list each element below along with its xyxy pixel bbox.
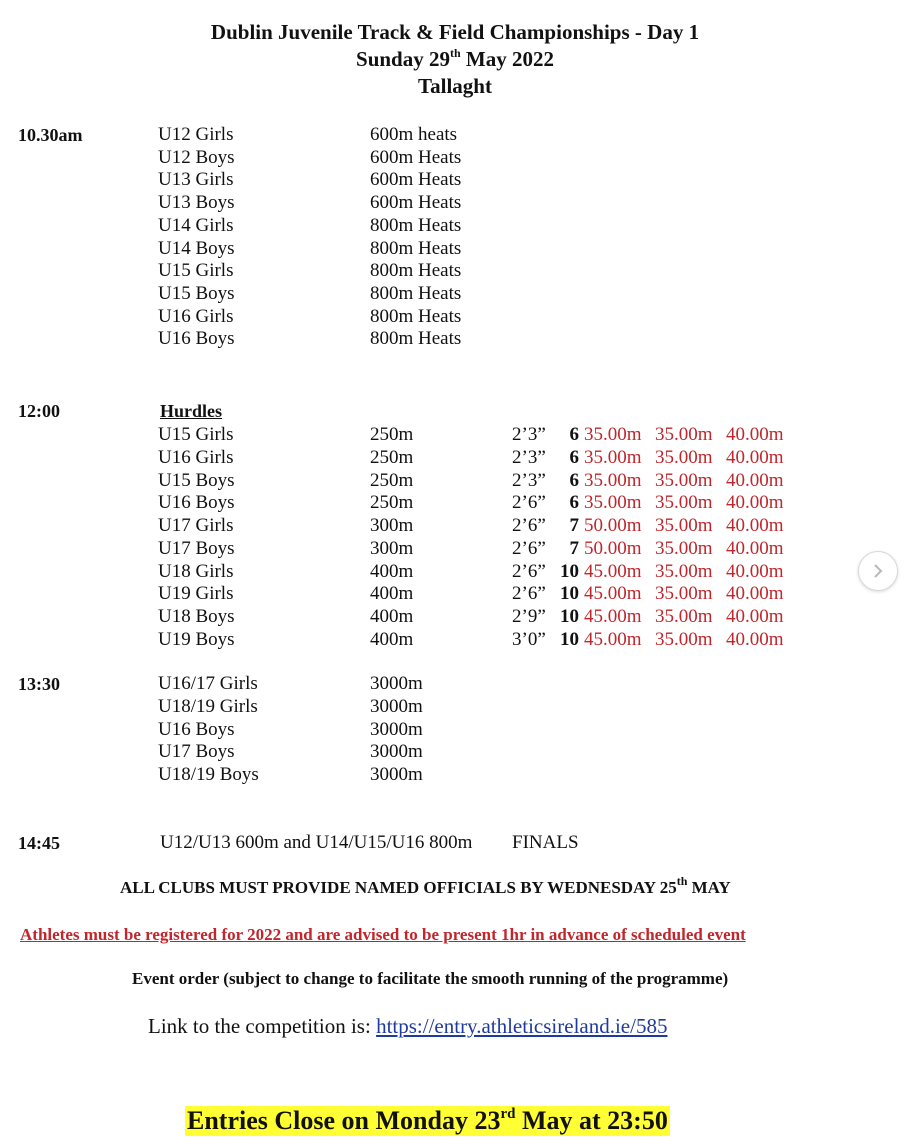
schedule-row [0, 764, 910, 787]
event-name: 800m Heats [370, 282, 462, 304]
hurdle-height: 2’6” [512, 515, 546, 536]
hurdle-count: 6 [569, 446, 579, 468]
hurdles-row [0, 515, 910, 538]
age-group: U13 Girls [158, 169, 234, 191]
event-name: 3000m [370, 764, 423, 786]
event-name: 600m Heats [370, 192, 462, 214]
last-hurdle-distance: 40.00m [726, 537, 784, 559]
officials-notice: ALL CLUBS MUST PROVIDE NAMED OFFICIALS BY WEDNESDAY 25th MAY [120, 874, 731, 897]
event-name: 3000m [370, 718, 423, 740]
last-hurdle-distance: 40.00m [726, 492, 784, 514]
age-group: U16 Boys [158, 328, 235, 350]
race-distance: 400m [370, 560, 414, 582]
hurdle-count: 7 [569, 515, 579, 536]
finals-description: U12/U13 600m and U14/U15/U16 800m [160, 832, 473, 853]
event-name: 800m Heats [370, 328, 462, 350]
next-slide-button[interactable] [858, 551, 898, 591]
hurdles-row [0, 583, 910, 606]
age-group: U17 Boys [158, 741, 235, 763]
last-hurdle-distance: 40.00m [726, 628, 784, 650]
schedule-row [0, 306, 910, 329]
hurdle-height: 2’9” [512, 606, 546, 627]
event-name: 800m Heats [370, 214, 462, 236]
age-group: U15 Boys [158, 282, 235, 304]
race-distance: 400m [370, 583, 414, 605]
hurdle-height: 3’0” [512, 628, 546, 650]
last-hurdle-distance: 40.00m [726, 446, 784, 468]
schedule-row [0, 283, 910, 306]
between-hurdles-distance: 35.00m [655, 446, 713, 468]
age-group: U16 Boys [158, 718, 235, 740]
event-order-note: Event order (subject to change to facilitate the smooth running of the programme) [132, 969, 729, 988]
finals-label: FINALS [512, 832, 579, 853]
schedule-row [0, 147, 910, 170]
entries-close-notice: Entries Close on Monday 23rd May at 23:50 [187, 1106, 668, 1135]
event-name: 800m Heats [370, 305, 462, 327]
age-group: U18 Boys [158, 606, 235, 627]
event-name: 600m heats [370, 124, 458, 145]
page-date: Sunday 29th May 2022 [356, 46, 554, 71]
age-group: U17 Girls [158, 515, 234, 536]
competition-link-line [148, 1014, 667, 1039]
between-hurdles-distance: 35.00m [655, 424, 713, 445]
between-hurdles-distance: 35.00m [655, 492, 713, 514]
hurdle-count: 10 [560, 628, 579, 650]
schedule-row [0, 328, 910, 351]
event-name: 3000m [370, 741, 423, 763]
first-hurdle-distance: 50.00m [584, 537, 642, 559]
age-group: U12 Girls [158, 124, 234, 145]
race-distance: 250m [370, 446, 414, 468]
event-name: 800m Heats [370, 260, 462, 282]
between-hurdles-distance: 35.00m [655, 560, 713, 582]
first-hurdle-distance: 35.00m [584, 469, 642, 491]
event-name: 600m Heats [370, 169, 462, 191]
hurdles-heading: Hurdles [160, 401, 223, 421]
hurdle-count: 6 [569, 424, 579, 445]
race-distance: 400m [370, 606, 414, 627]
page-venue: Tallaght [418, 74, 492, 98]
hurdles-row [0, 424, 910, 447]
hurdle-height: 2’6” [512, 492, 546, 514]
schedule-row [0, 719, 910, 742]
age-group: U18/19 Girls [158, 695, 258, 717]
first-hurdle-distance: 35.00m [584, 492, 642, 514]
age-group: U18/19 Boys [158, 764, 259, 786]
age-group: U19 Girls [158, 583, 234, 605]
event-name: 3000m [370, 695, 423, 717]
race-distance: 250m [370, 424, 414, 445]
hurdles-row [0, 629, 910, 652]
competition-link[interactable]: https://entry.athleticsireland.ie/585 [376, 1014, 668, 1038]
schedule-row [0, 673, 910, 696]
hurdle-count: 10 [560, 583, 579, 605]
schedule-row [0, 260, 910, 283]
event-name: 800m Heats [370, 237, 462, 259]
hurdle-height: 2’6” [512, 537, 546, 559]
hurdles-row [0, 538, 910, 561]
hurdle-height: 2’3” [512, 424, 546, 445]
first-hurdle-distance: 45.00m [584, 560, 642, 582]
between-hurdles-distance: 35.00m [655, 515, 713, 536]
first-hurdle-distance: 35.00m [584, 424, 642, 445]
between-hurdles-distance: 35.00m [655, 606, 713, 627]
last-hurdle-distance: 40.00m [726, 560, 784, 582]
chevron-right-icon [871, 563, 885, 579]
hurdles-row [0, 492, 910, 515]
age-group: U12 Boys [158, 146, 235, 168]
first-hurdle-distance: 45.00m [584, 606, 642, 627]
race-distance: 250m [370, 469, 414, 491]
hurdle-height: 2’6” [512, 560, 546, 582]
schedule-row [0, 124, 910, 147]
age-group: U16/17 Girls [158, 673, 258, 694]
between-hurdles-distance: 35.00m [655, 583, 713, 605]
last-hurdle-distance: 40.00m [726, 606, 784, 627]
last-hurdle-distance: 40.00m [726, 424, 784, 445]
page-title: Dublin Juvenile Track & Field Championships - Day 1 [210, 20, 700, 44]
hurdle-height: 2’3” [512, 469, 546, 491]
age-group: U15 Girls [158, 260, 234, 282]
hurdles-row [0, 561, 910, 584]
first-hurdle-distance: 50.00m [584, 515, 642, 536]
schedule-row [0, 741, 910, 764]
first-hurdle-distance: 45.00m [584, 628, 642, 650]
time-1330: 13:30 [18, 674, 60, 694]
race-distance: 400m [370, 628, 414, 650]
age-group: U14 Girls [158, 214, 234, 236]
hurdles-row [0, 447, 910, 470]
hurdles-row [0, 470, 910, 493]
age-group: U14 Boys [158, 237, 235, 259]
time-1030: 10.30am [18, 125, 83, 145]
schedule-row [0, 192, 910, 215]
first-hurdle-distance: 35.00m [584, 446, 642, 468]
schedule-row [0, 696, 910, 719]
time-1445: 14:45 [18, 833, 60, 853]
between-hurdles-distance: 35.00m [655, 469, 713, 491]
age-group: U16 Girls [158, 305, 234, 327]
schedule-row [0, 238, 910, 261]
event-name: 600m Heats [370, 146, 462, 168]
hurdle-height: 2’6” [512, 583, 546, 605]
age-group: U17 Boys [158, 537, 235, 559]
age-group: U16 Girls [158, 446, 234, 468]
between-hurdles-distance: 35.00m [655, 628, 713, 650]
hurdle-count: 10 [560, 606, 579, 627]
hurdle-count: 10 [560, 560, 579, 582]
registration-notice: Athletes must be registered for 2022 and are advised to be present 1hr in advance of scheduled event [20, 925, 746, 944]
race-distance: 300m [370, 515, 414, 536]
last-hurdle-distance: 40.00m [726, 469, 784, 491]
hurdle-count: 6 [569, 492, 579, 514]
hurdle-count: 6 [569, 469, 579, 491]
last-hurdle-distance: 40.00m [726, 515, 784, 536]
age-group: U13 Boys [158, 192, 235, 214]
age-group: U19 Boys [158, 628, 235, 650]
first-hurdle-distance: 45.00m [584, 583, 642, 605]
schedule-row [0, 215, 910, 238]
last-hurdle-distance: 40.00m [726, 583, 784, 605]
race-distance: 250m [370, 492, 414, 514]
hurdle-height: 2’3” [512, 446, 546, 468]
age-group: U15 Girls [158, 424, 234, 445]
time-1200: 12:00 [18, 401, 60, 421]
age-group: U18 Girls [158, 560, 234, 582]
age-group: U15 Boys [158, 469, 235, 491]
link-label: Link to the competition is: [148, 1014, 377, 1038]
schedule-row [0, 169, 910, 192]
between-hurdles-distance: 35.00m [655, 537, 713, 559]
race-distance: 300m [370, 537, 414, 559]
hurdle-count: 7 [569, 537, 579, 559]
age-group: U16 Boys [158, 492, 235, 514]
hurdles-row [0, 606, 910, 629]
event-name: 3000m [370, 673, 423, 694]
